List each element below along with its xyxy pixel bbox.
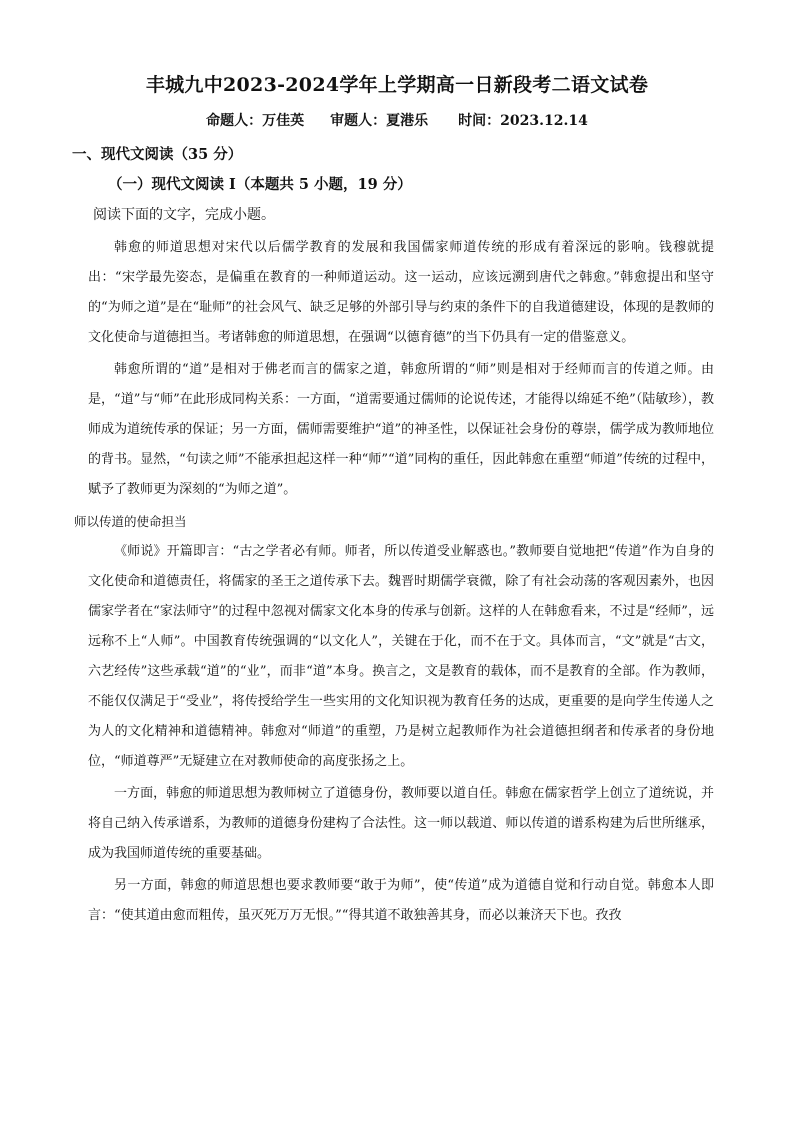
exam-time: 时间：2023.12.14 (458, 113, 588, 129)
section-heading: 一、现代文阅读（35 分） (72, 146, 243, 163)
reviewer-label: 审题人：夏港乐 (330, 113, 429, 129)
exam-title: 丰城九中2023-2024学年上学期高一日新段考二语文试卷 (145, 74, 649, 96)
exam-meta (0, 110, 794, 130)
setter-label: 命题人：万佳英 (206, 113, 305, 129)
reading-instruction: 阅读下面的文字，完成小题。 (93, 207, 275, 223)
passage-subheading: 师以传道的使命担当 (74, 514, 187, 529)
reading-passage (74, 233, 714, 933)
subsection-heading: （一）现代文阅读 I（本题共 5 小题，19 分） (108, 176, 412, 193)
passage-paragraph-5: 另一方面，韩愈的师道思想也要求教师要“敢于为师”，使“传道”成为道德自觉和行动自觉。韩愈本人即言：“使其道由愈而粗传，虽灭死万万无恨。”“得其道不敢独善其身，而必以兼济天下也。孜孜 (88, 878, 714, 923)
passage-paragraph-3: 《师说》开篇即言：“古之学者必有师。师者，所以传道受业解惑也。”教师要自觉地把“传道”作为自身的文化使命和道德责任，将儒家的圣王之道传承下去。魏晋时期儒学衰微，除了有社会动荡的客观因素外，也因儒家学者在“家法师守”的过程中忽视对儒家文化本身的传承与创新。这样的人在韩愈看来，不过是“经师”，远远称不上“人师”。中国教育传统强调的“以文化人”，关键在于化，而不在于文。具体而言，“文”就是“古文，六艺经传”这些承载“道”的“业”，而非“道”本身。换言之，文是教育的载体，而不是教育的全部。作为教师，不能仅仅满足于“受业”，将传授给学生一些实用的文化知识视为教育任务的达成，更重要的是向学生传递人之为人的文化精神和道德精神。韩愈对“师道”的重塑，乃是树立起教师作为社会道德担纲者和传承者的身份地位，“师道尊严”无疑建立在对教师使命的高度张扬之上。 (88, 544, 714, 769)
passage-paragraph-1: 韩愈的师道思想对宋代以后儒学教育的发展和我国儒家师道传统的形成有着深远的影响。钱穆就提出：“宋学最先姿态，是偏重在教育的一种师道运动。这一运动，应该远溯到唐代之韩愈。”韩愈提出和坚守的“为师之道”是在“耻师”的社会风气、缺乏足够的外部引导与约束的条件下的自我道德建设，体现的是教师的文化使命与道德担当。考诸韩愈的师道思想，在强调“以德育德”的当下仍具有一定的借鉴意义。 (88, 240, 714, 345)
passage-paragraph-4: 一方面，韩愈的师道思想为教师树立了道德身份，教师要以道自任。韩愈在儒家哲学上创立了道统说，并将自己纳入传承谱系，为教师的道德身份建构了合法性。这一师以载道、师以传道的谱系构建为后世所继承，成为我国师道传统的重要基础。 (88, 786, 714, 861)
passage-paragraph-2: 韩愈所谓的“道”是相对于佛老而言的儒家之道，韩愈所谓的“师”则是相对于经师而言的传道之师。由是，“道”与“师”在此形成同构关系：一方面，“道需要通过儒师的论说传述，才能得以绵延不绝”（陆敏珍），教师成为道统传承的保证；另一方面，儒师需要维护“道”的神圣性，以保证社会身份的尊崇，儒学成为教师地位的背书。显然，“句读之师”不能承担起这样一种“师”“道”同构的重任，因此韩愈在重塑“师道”传统的过程中，赋予了教师更为深刻的“为师之道”。 (88, 362, 714, 497)
